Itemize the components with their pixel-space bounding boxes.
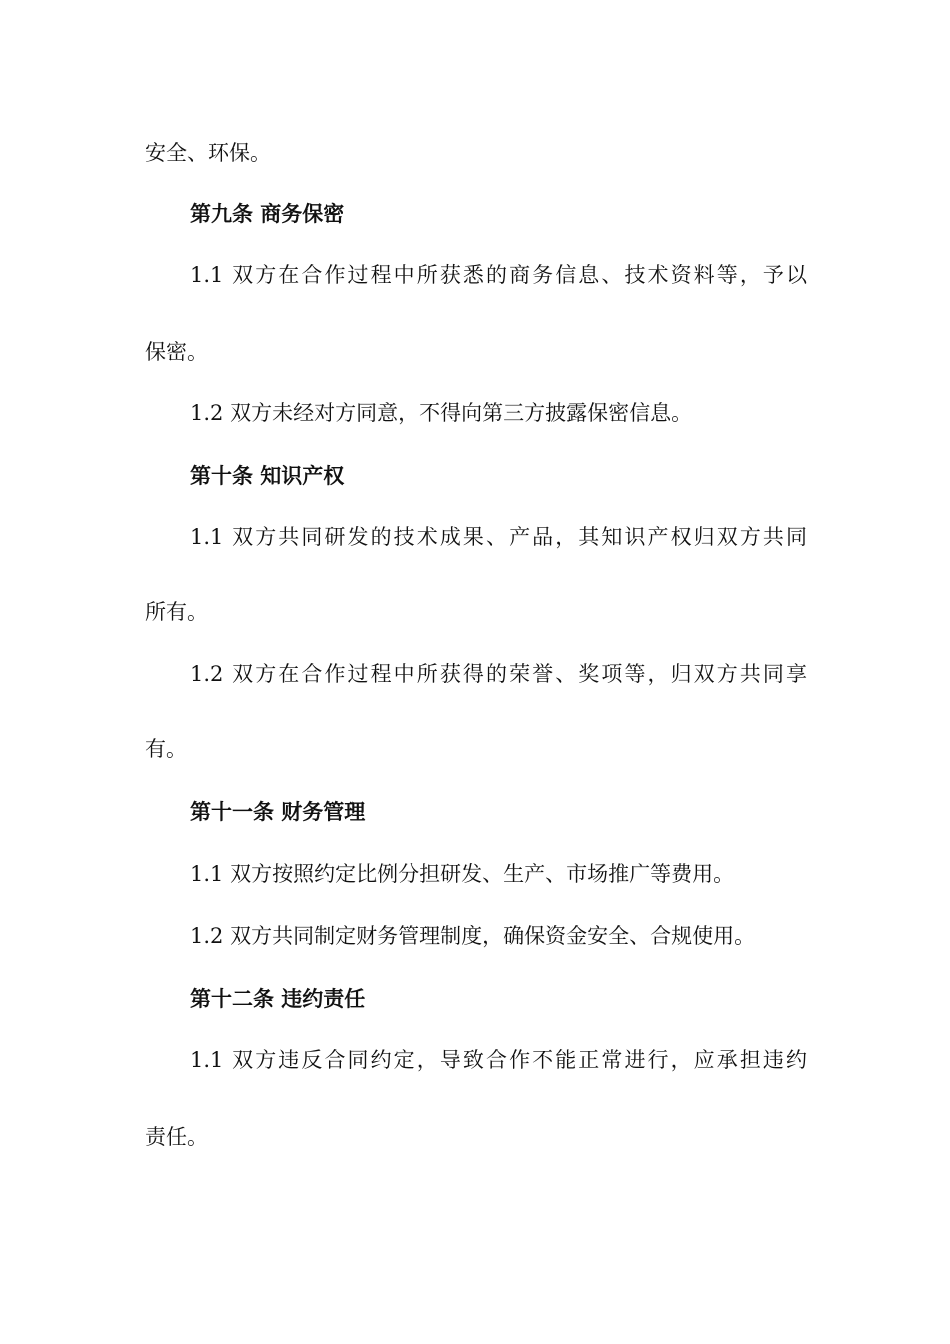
clause-line: 1.1 双方在合作过程中所获悉的商务信息、技术资料等，予以 [190, 263, 807, 287]
section-heading: 第十一条 财务管理 [190, 800, 366, 824]
section-heading: 第十二条 违约责任 [190, 987, 366, 1011]
section-heading: 第九条 商务保密 [190, 202, 345, 226]
clause-line: 1.1 双方按照约定比例分担研发、生产、市场推广等费用。 [190, 862, 735, 886]
paragraph-line: 有。 [145, 737, 187, 761]
section-heading: 第十条 知识产权 [190, 464, 345, 488]
paragraph-line: 保密。 [145, 340, 208, 364]
clause-line: 1.2 双方在合作过程中所获得的荣誉、奖项等，归双方共同享 [190, 662, 807, 686]
clause-line: 1.1 双方违反合同约定，导致合作不能正常进行，应承担违约 [190, 1048, 807, 1072]
paragraph-line: 所有。 [145, 600, 208, 624]
paragraph-line: 责任。 [145, 1125, 208, 1149]
clause-line: 1.2 双方共同制定财务管理制度，确保资金安全、合规使用。 [190, 924, 756, 948]
clause-line: 1.1 双方共同研发的技术成果、产品，其知识产权归双方共同 [190, 525, 807, 549]
clause-line: 1.2 双方未经对方同意，不得向第三方披露保密信息。 [190, 401, 693, 425]
paragraph-line: 安全、环保。 [145, 141, 271, 165]
